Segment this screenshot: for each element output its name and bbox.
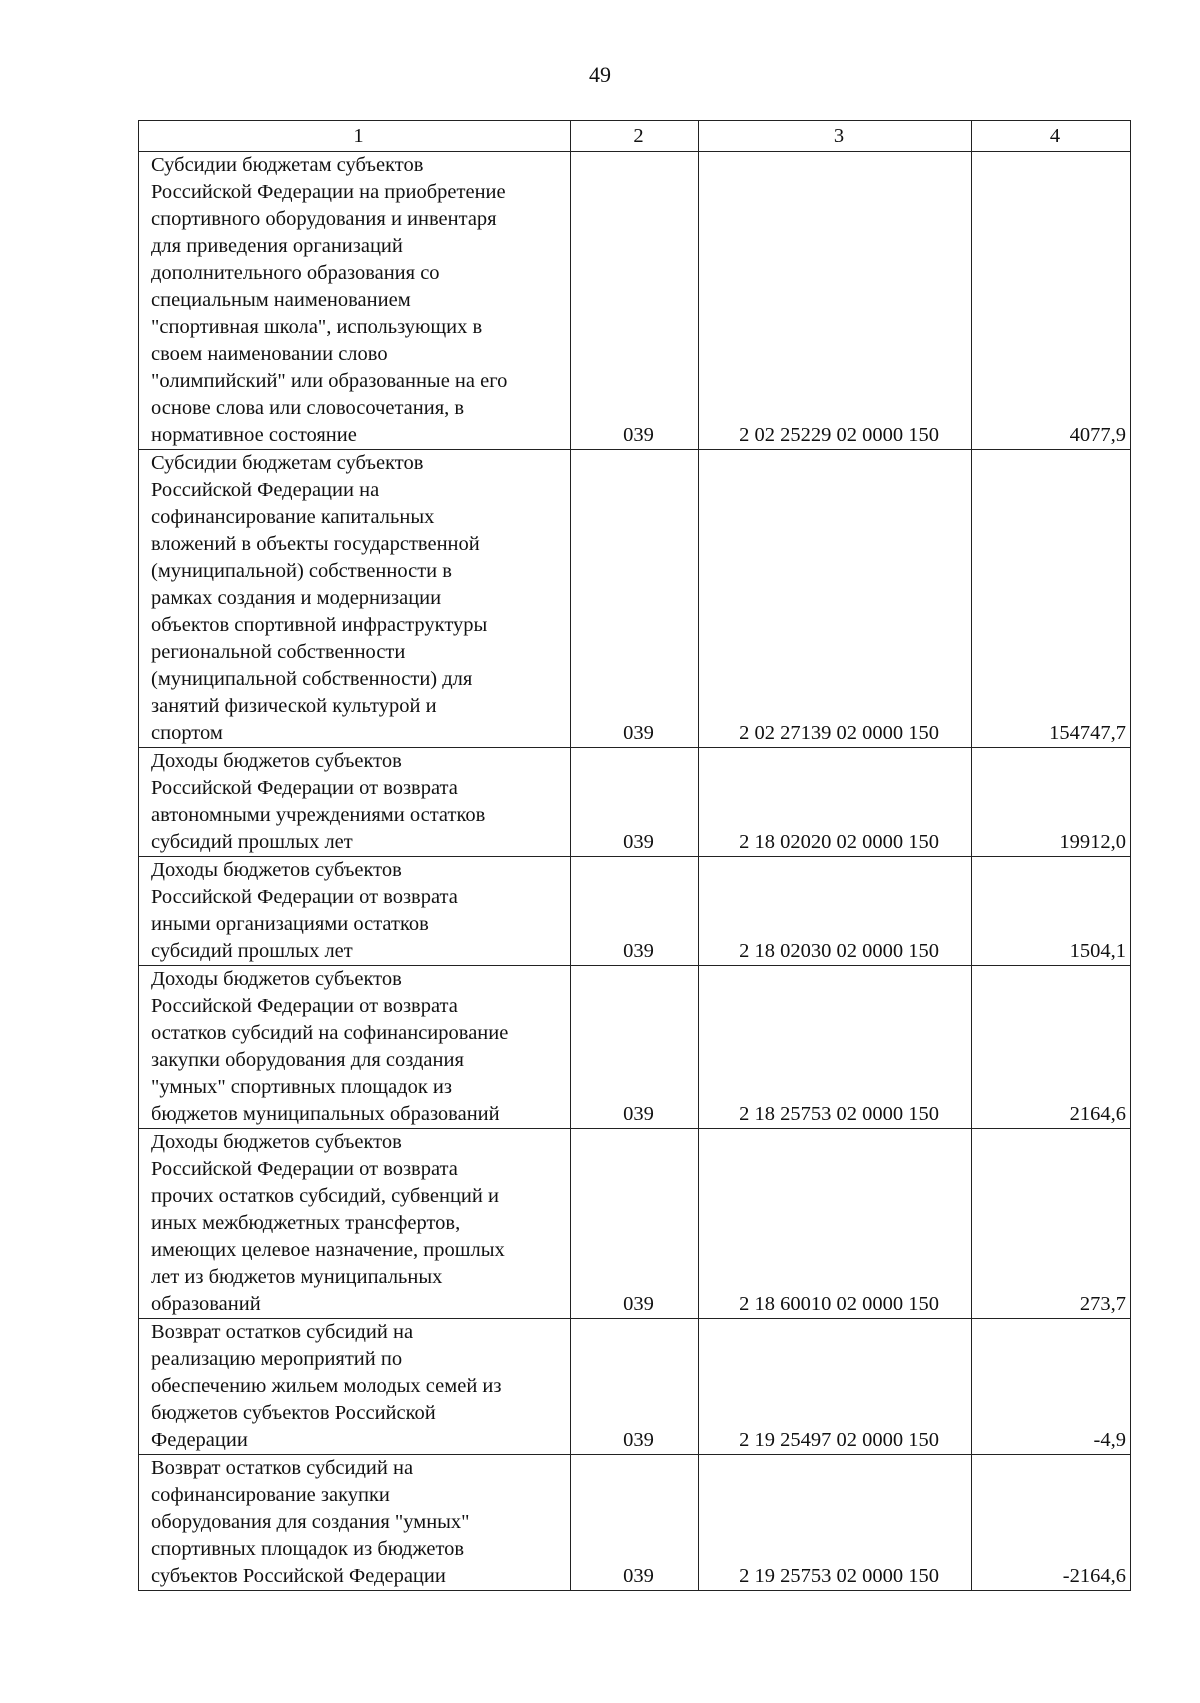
administrator-code-cell: 039 bbox=[571, 748, 699, 857]
budget-classification-code-cell: 2 19 25497 02 0000 150 bbox=[699, 1319, 972, 1455]
budget-classification-code-cell: 2 18 60010 02 0000 150 bbox=[699, 1129, 972, 1319]
revenue-name-cell: Возврат остатков субсидий на софинансирование закупки оборудования для создания "умных" спортивных площадок из бюджетов субъектов Российской Федерации bbox=[139, 1455, 571, 1591]
amount-cell: 154747,7 bbox=[972, 450, 1131, 748]
table-header-row bbox=[139, 121, 1131, 152]
amount-cell: 2164,6 bbox=[972, 966, 1131, 1129]
page-number: 49 bbox=[589, 62, 611, 87]
column-header-1: 1 bbox=[139, 121, 571, 152]
table-row bbox=[139, 1319, 1131, 1455]
table-row bbox=[139, 857, 1131, 966]
amount-cell: 4077,9 bbox=[972, 152, 1131, 450]
revenue-name-cell: Доходы бюджетов субъектов Российской Федерации от возврата иными организациями остатков субсидий прошлых лет bbox=[139, 857, 571, 966]
administrator-code-cell: 039 bbox=[571, 1129, 699, 1319]
amount-cell: 1504,1 bbox=[972, 857, 1131, 966]
budget-classification-code-cell: 2 02 25229 02 0000 150 bbox=[699, 152, 972, 450]
column-header-2: 2 bbox=[571, 121, 699, 152]
table-row bbox=[139, 450, 1131, 748]
budget-classification-code-cell: 2 18 02030 02 0000 150 bbox=[699, 857, 972, 966]
revenue-name-cell: Доходы бюджетов субъектов Российской Федерации от возврата автономными учреждениями остатков субсидий прошлых лет bbox=[139, 748, 571, 857]
administrator-code-cell: 039 bbox=[571, 857, 699, 966]
administrator-code-cell: 039 bbox=[571, 966, 699, 1129]
budget-classification-code-cell: 2 18 02020 02 0000 150 bbox=[699, 748, 972, 857]
amount-cell: -4,9 bbox=[972, 1319, 1131, 1455]
amount-cell: 19912,0 bbox=[972, 748, 1131, 857]
budget-classification-code-cell: 2 18 25753 02 0000 150 bbox=[699, 966, 972, 1129]
table-row bbox=[139, 1129, 1131, 1319]
administrator-code-cell: 039 bbox=[571, 152, 699, 450]
table-row bbox=[139, 152, 1131, 450]
administrator-code-cell: 039 bbox=[571, 450, 699, 748]
table-row bbox=[139, 1455, 1131, 1591]
budget-revenue-table bbox=[138, 120, 1131, 1591]
amount-cell: 273,7 bbox=[972, 1129, 1131, 1319]
revenue-name-cell: Субсидии бюджетам субъектов Российской Федерации на приобретение спортивного оборудования и инвентаря для приведения организаций дополнительного образования со специальным наименованием "спортивная школа", использующих в своем наименовании слово "олимпийский" или образованные на его основе слова или словосочетания, в нормативное состояние bbox=[139, 152, 571, 450]
column-header-4: 4 bbox=[972, 121, 1131, 152]
administrator-code-cell: 039 bbox=[571, 1455, 699, 1591]
administrator-code-cell: 039 bbox=[571, 1319, 699, 1455]
budget-classification-code-cell: 2 19 25753 02 0000 150 bbox=[699, 1455, 972, 1591]
table-row bbox=[139, 966, 1131, 1129]
table-row bbox=[139, 748, 1131, 857]
revenue-name-cell: Доходы бюджетов субъектов Российской Федерации от возврата прочих остатков субсидий, субвенций и иных межбюджетных трансфертов, имеющих целевое назначение, прошлых лет из бюджетов муниципальных образований bbox=[139, 1129, 571, 1319]
revenue-name-cell: Субсидии бюджетам субъектов Российской Федерации на софинансирование капитальных вложений в объекты государственной (муниципальной) собственности в рамках создания и модернизации объектов спортивной инфраструктуры региональной собственности (муниципальной собственности) для занятий физической культурой и спортом bbox=[139, 450, 571, 748]
budget-classification-code-cell: 2 02 27139 02 0000 150 bbox=[699, 450, 972, 748]
revenue-name-cell: Возврат остатков субсидий на реализацию мероприятий по обеспечению жильем молодых семей из бюджетов субъектов Российской Федерации bbox=[139, 1319, 571, 1455]
column-header-3: 3 bbox=[699, 121, 972, 152]
revenue-name-cell: Доходы бюджетов субъектов Российской Федерации от возврата остатков субсидий на софинансирование закупки оборудования для создания "умных" спортивных площадок из бюджетов муниципальных образований bbox=[139, 966, 571, 1129]
amount-cell: -2164,6 bbox=[972, 1455, 1131, 1591]
